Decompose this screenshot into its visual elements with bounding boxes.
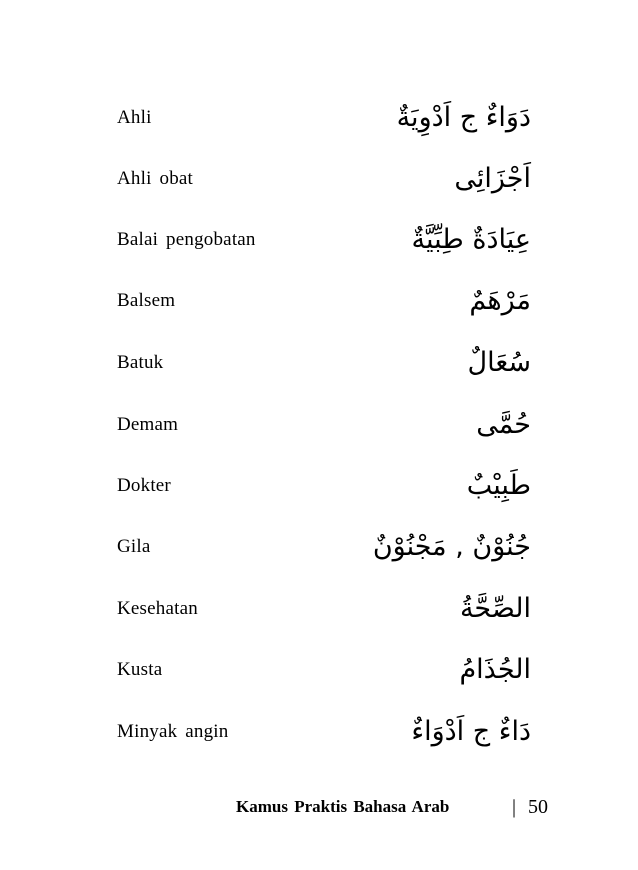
entry-term: Demam <box>117 414 179 435</box>
entry-term: Minyak angin <box>117 721 229 742</box>
entry-row <box>0 712 638 752</box>
entry-arabic: الصِّحَّةُ <box>459 593 531 624</box>
entry-row <box>0 98 638 138</box>
entry-arabic: سُعَالٌ <box>467 347 531 378</box>
entry-arabic: جُنُوْنٌ , مَجْنُوْنٌ <box>372 531 531 562</box>
entry-term: Kesehatan <box>117 598 198 619</box>
entry-row <box>0 527 638 567</box>
entry-arabic: عِيَادَةٌ طِبِّيَّةٌ <box>411 224 531 255</box>
entry-arabic: دَوَاءٌ ج اَدْوِيَةٌ <box>396 102 531 133</box>
entry-row <box>0 281 638 321</box>
entry-row <box>0 589 638 629</box>
entry-row <box>0 466 638 506</box>
entry-arabic: دَاءٌ ج اَدْوَاءٌ <box>411 716 531 747</box>
entry-row <box>0 220 638 260</box>
entry-arabic: مَرْهَمٌ <box>469 285 531 316</box>
entry-term: Dokter <box>117 475 171 496</box>
entry-term: Balsem <box>117 290 176 311</box>
entry-row <box>0 650 638 690</box>
entry-term: Ahli obat <box>117 168 194 189</box>
entry-arabic: حُمَّى <box>476 409 531 440</box>
entry-term: Gila <box>117 536 151 557</box>
entry-row <box>0 343 638 383</box>
entry-row <box>0 159 638 199</box>
page-number: 50 <box>528 796 548 818</box>
entry-arabic: طَبِيْبٌ <box>466 470 531 501</box>
entry-arabic: اَجْزَائِى <box>454 163 531 194</box>
book-title: Kamus Praktis Bahasa Arab <box>236 797 450 816</box>
page-footer <box>0 790 638 824</box>
entry-term: Batuk <box>117 352 164 373</box>
entry-term: Ahli <box>117 107 152 128</box>
footer-separator: | <box>512 796 517 818</box>
entry-row <box>0 405 638 445</box>
entry-term: Kusta <box>117 659 163 680</box>
entry-term: Balai pengobatan <box>117 229 256 250</box>
entry-arabic: الجُذَامُ <box>459 654 531 685</box>
